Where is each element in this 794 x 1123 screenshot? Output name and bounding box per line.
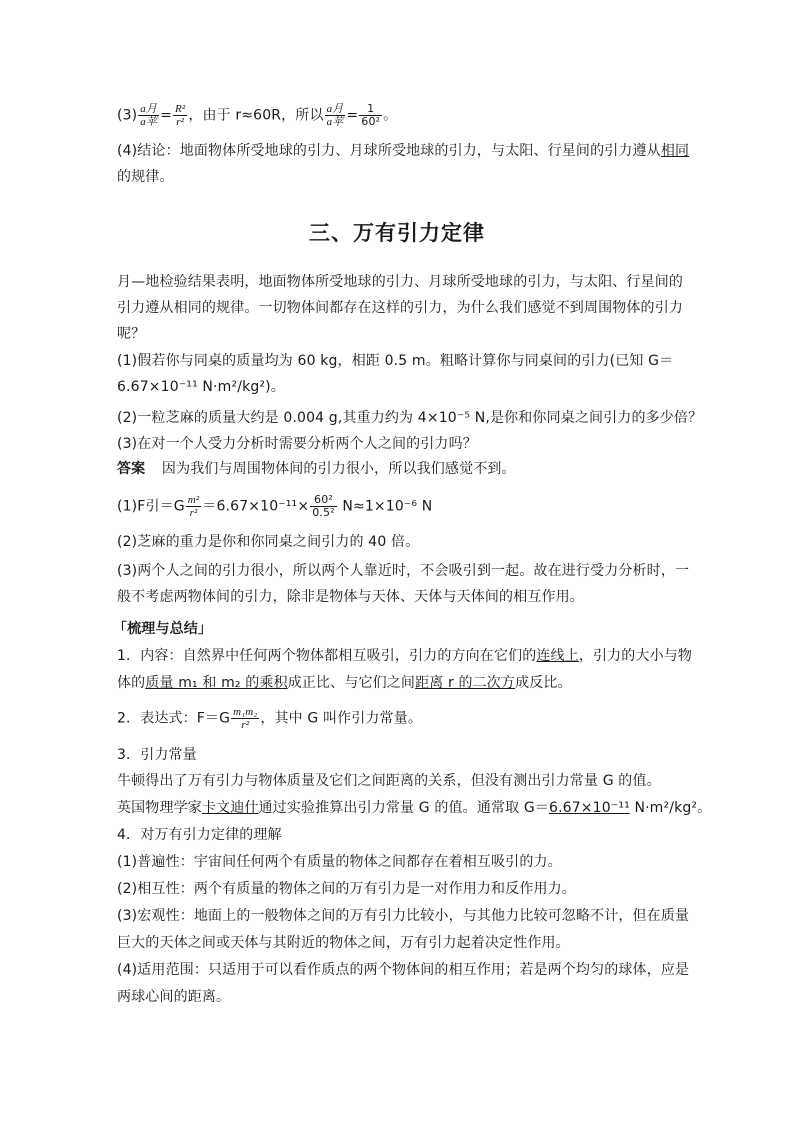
answer-3-line-2: 般不考虑两物体间的引力，除非是物体与天体、天体与天体间的相互作用。: [117, 589, 584, 605]
formula-text: (1)F引＝G: [117, 498, 185, 515]
summary-4-title: 4．对万有引力定律的理解: [117, 827, 282, 843]
question-intro-line-1: 月—地检验结果表明，地面物体所受地球的引力、月球所受地球的引力，与太阳、行星间的: [117, 274, 683, 290]
answer-3-line-1: (3)两个人之间的引力很小，所以两个人靠近时，不会吸引到一起。故在进行受力分析时，一: [117, 563, 690, 579]
fraction-denominator: a苹: [140, 116, 158, 128]
conclusion-text: (4)结论：地面物体所受地球的引力、月球所受地球的引力，与太阳、行星间的引力遵从: [117, 143, 661, 159]
answer-1-formula: [117, 494, 432, 519]
formula-text: ，由于 r≈60R，所以: [188, 107, 324, 124]
fraction-denominator: r²: [176, 116, 185, 128]
period: 。: [383, 107, 398, 124]
fraction: [359, 103, 382, 128]
summary-heading: 「梳理与总结」: [113, 621, 213, 637]
fraction-numerator: R²: [174, 103, 186, 115]
fraction-numerator: a月: [326, 103, 344, 115]
formula-text: N≈1×10⁻⁶ N: [337, 498, 433, 515]
fraction: [186, 494, 202, 519]
fraction-numerator: 60²: [310, 494, 337, 507]
underlined-answer: 质量 m₁ 和 m₂ 的乘积: [145, 675, 288, 691]
fraction-denominator: 60²: [361, 115, 381, 128]
underlined-answer: 6.67×10⁻¹¹: [549, 800, 630, 816]
fraction-numerator: 1: [359, 103, 382, 116]
summary-text: 成反比。: [515, 675, 572, 691]
item-prefix: (3): [117, 107, 138, 124]
fraction: [325, 103, 346, 128]
question-3: (3)在对一个人受力分析时需要分析两个人之间的引力吗？: [117, 436, 477, 452]
summary-text: 1．内容：自然界中任何两个物体都相互吸引，引力的方向在它们的: [117, 648, 537, 664]
summary-4-item-4-line-1: (4)适用范围：只适用于可以看作质点的两个物体间的相互作用；若是两个均匀的球体，应是: [117, 962, 690, 978]
formula-text: ，其中 G 叫作引力常量。: [260, 710, 423, 727]
summary-3-line-1: 牛顿得出了万有引力与物体质量及它们之间距离的关系，但没有测出引力常量 G 的值。: [117, 773, 661, 789]
fraction-denominator: 0.5²: [312, 506, 335, 519]
fraction: [231, 706, 259, 731]
answer-2: (2)芝麻的重力是你和你同桌之间引力的 40 倍。: [117, 534, 420, 550]
section-title: 三、万有引力定律: [309, 221, 485, 245]
equals-sign: =: [160, 107, 172, 124]
question-2: (2)一粒芝麻的质量大约是 0.004 g,其重力约为 4×10⁻⁵ N,是你和你同桌之间引力的多少倍？: [117, 410, 703, 426]
summary-text: 成正比、与它们之间: [287, 675, 416, 691]
summary-3-title: 3．引力常量: [117, 747, 197, 763]
formula-text: ＝6.67×10⁻¹¹×: [202, 498, 310, 515]
question-1-line-1: (1)假若你与同桌的质量均为 60 kg，相距 0.5 m。粗略计算你与同桌间的引力(已知 G＝: [117, 353, 674, 369]
summary-text: 体的: [117, 675, 146, 691]
summary-text: 通过实验推算出引力常量 G 的值。通常取 G＝: [258, 800, 550, 816]
summary-4-item-2: (2)相互性：两个有质量的物体之间的万有引力是一对作用力和反作用力。: [117, 881, 576, 897]
summary-4-item-4-line-2: 两球心间的距离。: [117, 989, 231, 1005]
summary-text: N·m²/kg²。: [629, 800, 712, 816]
question-intro-line-2: 引力遵从相同的规律。一切物体间都存在这样的引力，为什么我们感觉不到周围物体的引力: [117, 300, 683, 316]
summary-3-line-2: [117, 798, 711, 818]
fraction: [310, 494, 337, 519]
answer-label: 答案: [117, 461, 146, 477]
fraction-denominator: r²: [241, 719, 250, 731]
conclusion-line-1: [117, 141, 689, 161]
underlined-answer: 距离 r 的二次方: [415, 675, 516, 691]
summary-2-formula: [117, 706, 422, 731]
summary-1-line-1: [117, 646, 692, 666]
fraction: [173, 103, 187, 128]
conclusion-line-2: 的规律。: [117, 169, 174, 185]
summary-1-line-2: [117, 673, 572, 693]
underlined-answer: 卡文迪什: [201, 800, 259, 816]
formula-text: 2．表达式：F＝G: [117, 710, 231, 727]
fraction-numerator: m²: [187, 494, 200, 506]
question-1-line-2: 6.67×10⁻¹¹ N·m²/kg²)。: [117, 379, 285, 395]
equals-sign: =: [346, 107, 359, 124]
answer-text: 因为我们与周围物体间的引力很小，所以我们感觉不到。: [161, 461, 516, 477]
underlined-answer: 相同: [660, 143, 690, 159]
summary-4-item-1: (1)普遍性：宇宙间任何两个有质量的物体之间都存在着相互吸引的力。: [117, 854, 562, 870]
summary-text: ，引力的大小与物: [578, 648, 693, 664]
fraction-denominator: a苹: [326, 116, 344, 128]
fraction-numerator: a月: [140, 103, 158, 115]
question-intro-line-3: 呢？: [117, 326, 146, 342]
fraction-denominator: r²: [189, 507, 198, 519]
underlined-answer: 连线上: [536, 648, 579, 664]
summary-text: 英国物理学家: [117, 800, 202, 816]
summary-4-item-3-line-1: (3)宏观性：地面上的一般物体之间的万有引力比较小，与其他力比较可忽略不计，但在质量: [117, 908, 690, 924]
fraction: [138, 103, 159, 128]
summary-4-item-3-line-2: 巨大的天体之间或天体与其附近的物体之间，万有引力起着决定性作用。: [117, 935, 570, 951]
answer-line: [117, 459, 516, 479]
fraction-numerator: m₁m₂: [233, 706, 258, 718]
formula-line-3: [117, 103, 397, 128]
